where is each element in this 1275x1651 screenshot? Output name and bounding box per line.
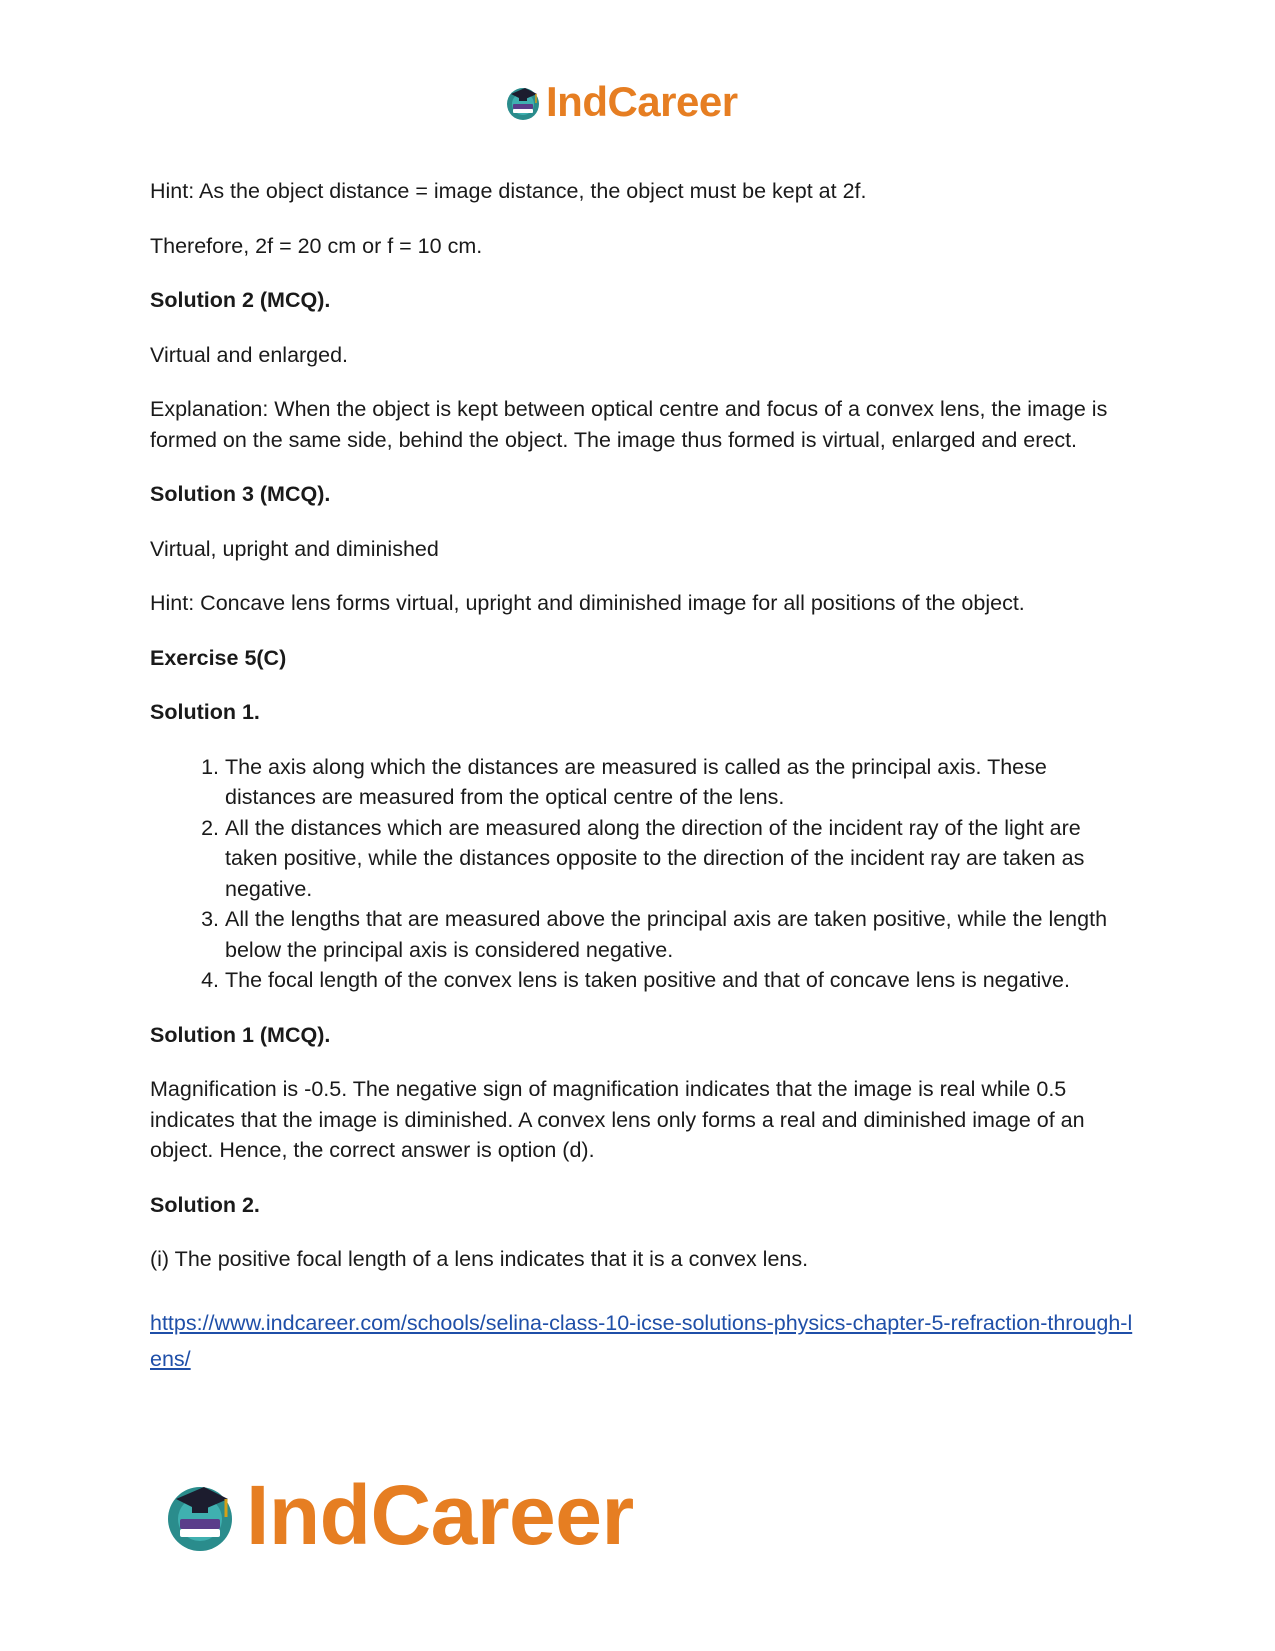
therefore-paragraph: Therefore, 2f = 20 cm or f = 10 cm.: [150, 233, 483, 258]
document-body: [150, 176, 1135, 1377]
source-link-block: [150, 1305, 1140, 1377]
hint-paragraph: Hint: As the object distance = image distance, the object must be kept at 2f.: [150, 179, 867, 203]
solution1-heading: Solution 1.: [150, 700, 260, 724]
source-link[interactable]: https://www.indcareer.com/schools/selina-class-10-icse-solutions-physics-chapter-5-refraction-through-lens/: [150, 1310, 1133, 1371]
sign-convention-list: [150, 752, 1135, 996]
logo-wordmark: IndCareer: [246, 1468, 634, 1562]
list-item: 3. All the lengths that are measured above the principal axis are taken positive, while the length below the principal axis is considered negative.: [225, 904, 1135, 965]
indcareer-logo-bottom[interactable]: [160, 1470, 634, 1560]
solution3-mcq-answer: Virtual, upright and diminished: [150, 536, 439, 561]
solution2-text: (i) The positive focal length of a lens indicates that it is a convex lens.: [150, 1247, 809, 1271]
solution2-mcq-explanation: Explanation: When the object is kept between optical centre and focus of a convex lens, the image is formed on the same side, behind the object. The image thus formed is virtual, enlarged and erect.: [150, 397, 1108, 452]
solution1-mcq-text: Magnification is -0.5. The negative sign of magnification indicates that the image is real while 0.5 indicates that the image is diminished. A convex lens only forms a real and diminished image of an object. Hence, the correct answer is option (d).: [150, 1077, 1085, 1162]
logo-wordmark: IndCareer: [546, 78, 738, 125]
indcareer-logo-top[interactable]: [503, 78, 738, 126]
solution1-mcq-heading: Solution 1 (MCQ).: [150, 1022, 331, 1047]
list-item: 4. The focal length of the convex lens is taken positive and that of concave lens is negative.: [225, 965, 1135, 996]
list-item: 1. The axis along which the distances are measured is called as the principal axis. These distances are measured from the optical centre of the lens.: [225, 752, 1135, 813]
solution2-mcq-heading: Solution 2 (MCQ).: [150, 288, 331, 312]
solution2-mcq-answer: Virtual and enlarged.: [150, 342, 349, 367]
graduation-globe-icon: [160, 1475, 240, 1555]
exercise-heading: Exercise 5(C): [150, 645, 287, 670]
graduation-globe-icon: [503, 82, 543, 122]
solution2-heading: Solution 2.: [150, 1192, 260, 1217]
list-item: 2. All the distances which are measured along the direction of the incident ray of the light are taken positive, while the distances opposite to the direction of the incident ray are taken as negative.: [225, 813, 1135, 905]
solution3-mcq-hint: Hint: Concave lens forms virtual, upright and diminished image for all positions of the object.: [150, 591, 1025, 615]
solution3-mcq-heading: Solution 3 (MCQ).: [150, 482, 331, 506]
